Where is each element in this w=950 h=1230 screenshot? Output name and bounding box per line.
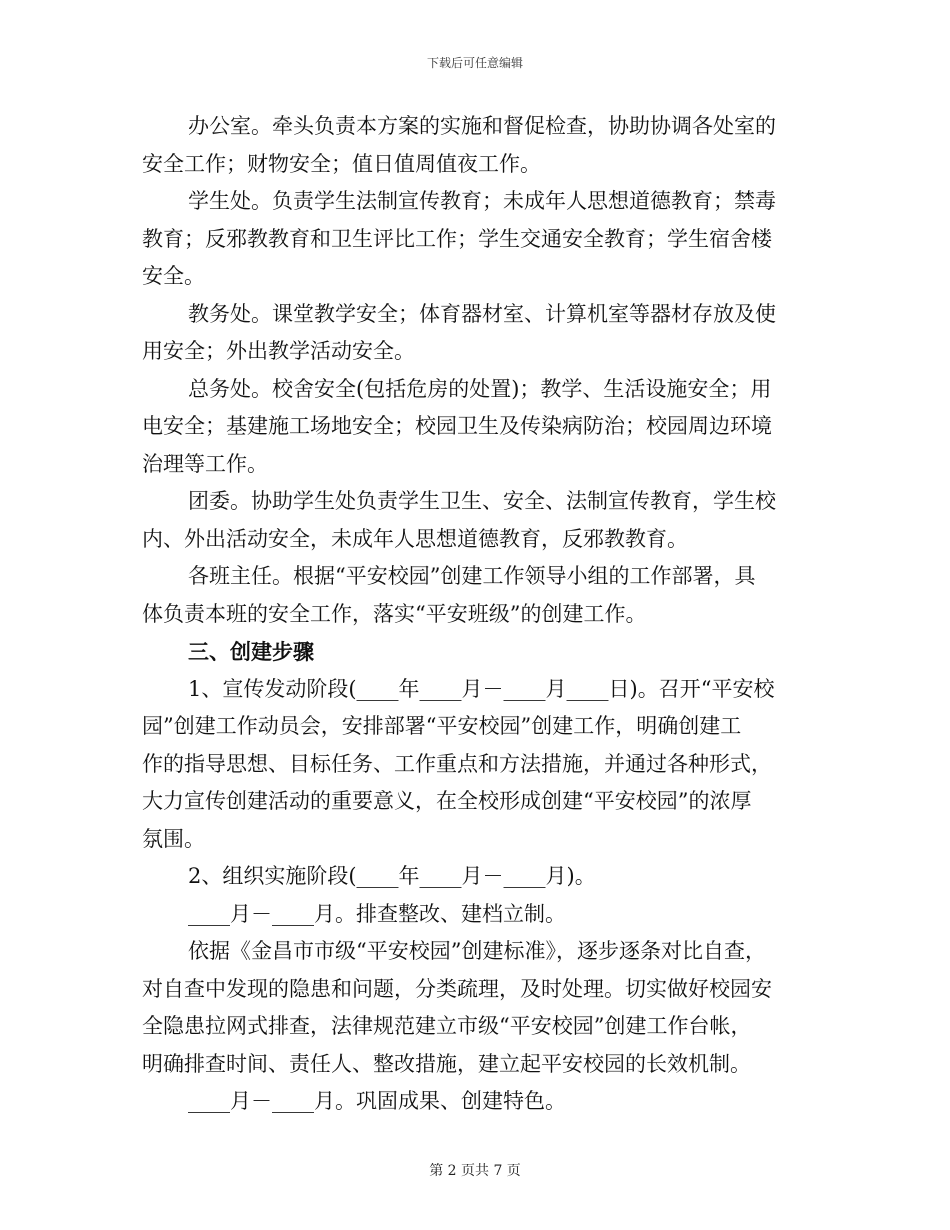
text-line: 安全工作；财物安全；值日值周值夜工作。 <box>142 151 541 176</box>
text-line: ____月－____月。巩固成果、创建特色。 <box>188 1089 566 1113</box>
text-line: 作的指导思想、目标任务、工作重点和方法措施，并通过各种形式， <box>142 751 772 776</box>
text-line: ____月－____月。排查整改、建档立制。 <box>188 901 566 926</box>
text-line: 全隐患拉网式排查，法律规范建立市级“平安校园”创建工作台帐， <box>142 1014 752 1038</box>
text-line: 对自查中发现的隐患和问题，分类疏理，及时处理。切实做好校园安 <box>142 976 772 1001</box>
section-heading: 三、创建步骤 <box>188 639 314 664</box>
text-line: 1、宣传发动阶段(____年____月－____月____日)。召开“平安校 <box>188 676 775 701</box>
text-line: 总务处。校舍安全(包括危房的处置)；教学、生活设施安全；用 <box>188 376 772 401</box>
text-line: 学生处。负责学生法制宣传教育；未成年人思想道德教育；禁毒 <box>188 189 776 213</box>
text-line: 依据《金昌市市级“平安校园”创建标准》，逐步逐条对比自查， <box>188 939 766 963</box>
text-line: 各班主任。根据“平安校园”创建工作领导小组的工作部署，具 <box>188 564 756 588</box>
text-line: 团委。协助学生处负责学生卫生、安全、法制宣传教育，学生校 <box>188 489 776 513</box>
text-line: 办公室。牵头负责本方案的实施和督促检查，协助协调各处室的 <box>188 114 776 138</box>
document-body <box>142 108 822 1121</box>
text-line: 教务处。课堂教学安全；体育器材室、计算机室等器材存放及使 <box>188 301 776 326</box>
text-line: 体负责本班的安全工作，落实“平安班级”的创建工作。 <box>142 601 647 626</box>
text-line: 治理等工作。 <box>142 451 268 476</box>
page-header-note: 下载后可任意编辑 <box>426 56 523 70</box>
text-line: 电安全；基建施工场地安全；校园卫生及传染病防治；校园周边环境 <box>142 414 772 438</box>
text-line: 大力宣传创建活动的重要意义，在全校形成创建“平安校园”的浓厚 <box>142 789 752 813</box>
text-line: 园”创建工作动员会，安排部署“平安校园”创建工作，明确创建工 <box>142 714 742 738</box>
text-line: 教育；反邪教教育和卫生评比工作；学生交通安全教育；学生宿舍楼 <box>142 226 772 251</box>
text-line: 安全。 <box>142 264 205 288</box>
text-line: 氛围。 <box>142 826 205 851</box>
text-line: 2、组织实施阶段(____年____月－____月)。 <box>188 864 596 888</box>
text-line: 内、外出活动安全，未成年人思想道德教育，反邪教教育。 <box>142 526 688 551</box>
text-line: 明确排查时间、责任人、整改措施，建立起平安校园的长效机制。 <box>142 1051 751 1076</box>
text-line: 用安全；外出教学活动安全。 <box>142 339 415 363</box>
page-footer: 第 2 页共 7 页 <box>429 1163 521 1179</box>
